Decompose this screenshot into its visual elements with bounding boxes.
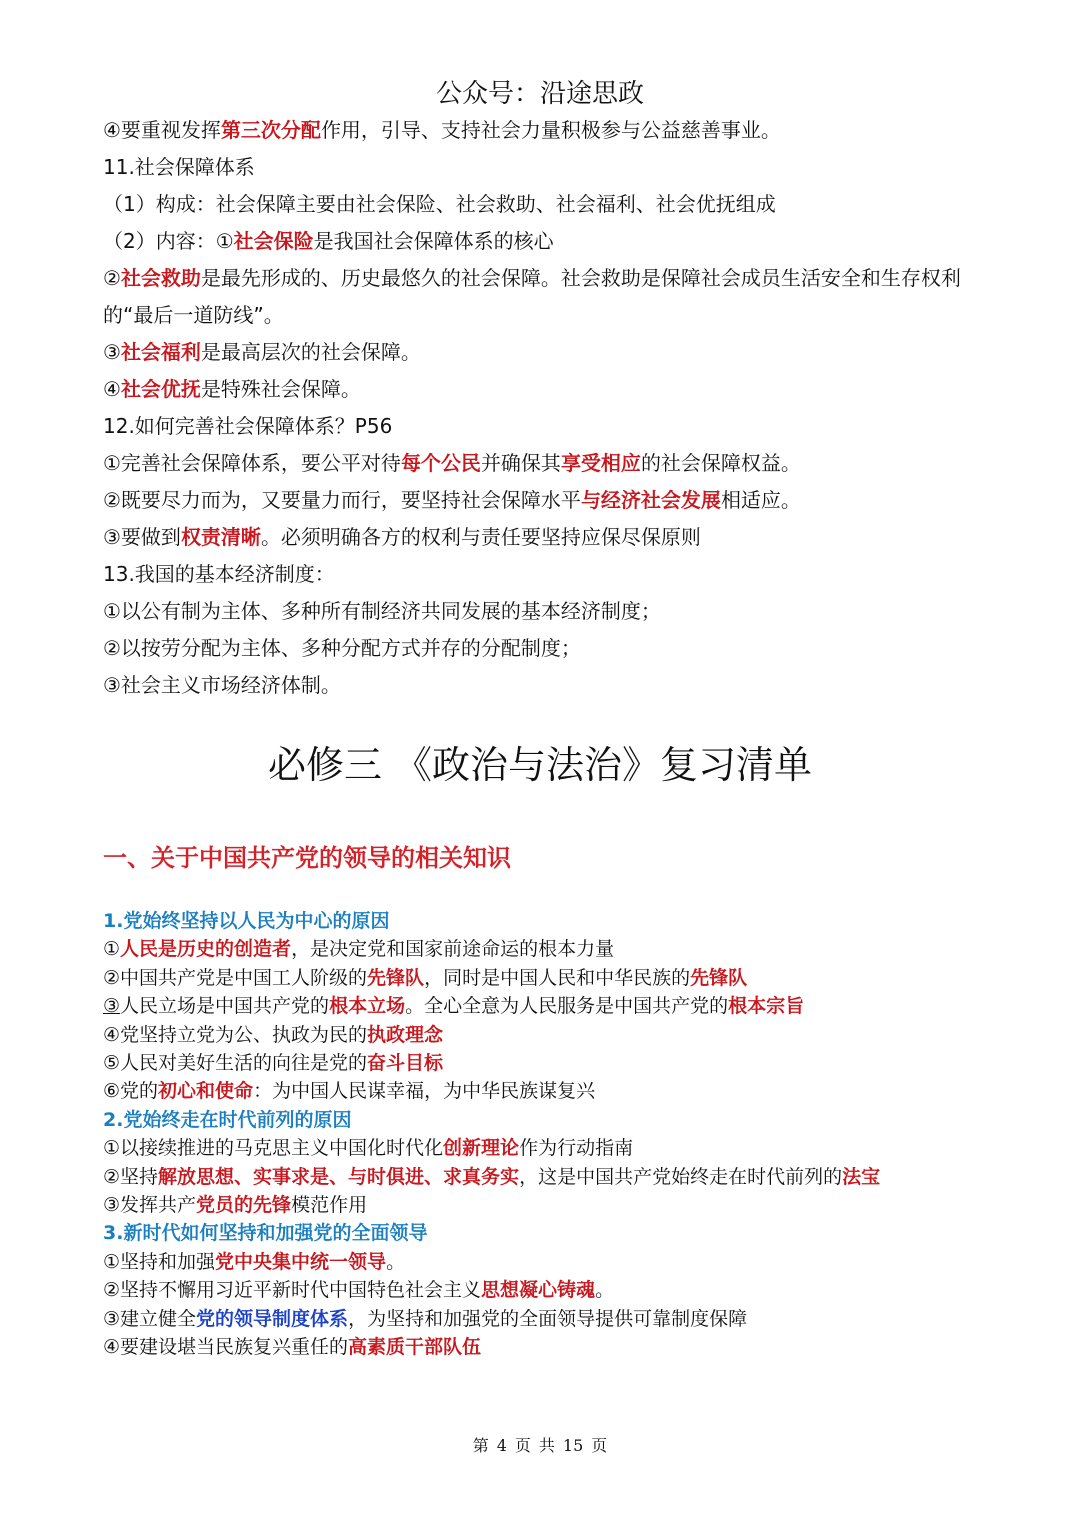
text-line: ②以按劳分配为主体、多种分配方式并存的分配制度； <box>103 636 581 660</box>
highlight: 享受相应 <box>560 451 641 475</box>
text-line: ④社会优抚是特殊社会保障。 <box>103 377 361 401</box>
highlight: 社会福利 <box>120 340 201 364</box>
text-line: ①完善社会保障体系，要公平对待每个公民并确保其享受相应的社会保障权益。 <box>103 451 801 475</box>
text-line: ⑥党的初心和使命：为中国人民谋幸福，为中华民族谋复兴 <box>103 1080 596 1103</box>
text-line: ①以公有制为主体、多种所有制经济共同发展的基本经济制度； <box>103 599 661 623</box>
text-line: （1）构成：社会保障主要由社会保险、社会救助、社会福利、社会优抚组成 <box>103 192 776 216</box>
highlight: 权责清晰 <box>180 525 261 549</box>
text-line: ②中国共产党是中国工人阶级的先锋队，同时是中国人民和中华民族的先锋队 <box>103 966 748 989</box>
total-pages: 15 <box>562 1436 584 1455</box>
text-line: ②坚持解放思想、实事求是、与时俱进、求真务实，这是中国共产党始终走在时代前列的法宝 <box>103 1165 881 1188</box>
section-social-security <box>103 112 993 704</box>
highlight: 根本立场 <box>329 995 406 1018</box>
text-line: ②既要尽力而为，又要量力而行，要坚持社会保障水平与经济社会发展相适应。 <box>103 488 801 512</box>
subheading: 2.党始终走在时代前列的原因 <box>103 1108 352 1131</box>
text-line: ②坚持不懈用习近平新时代中国特色社会主义思想凝心铸魂。 <box>103 1279 615 1302</box>
text-line: ④要建设堪当民族复兴重任的高素质干部队伍 <box>103 1336 482 1359</box>
item-heading: 12.如何完善社会保障体系？P56 <box>103 414 393 438</box>
text-line: ①坚持和加强党中央集中统一领导。 <box>103 1250 406 1273</box>
subheading: 3.新时代如何坚持和加强党的全面领导 <box>103 1222 428 1245</box>
highlight: 每个公民 <box>400 451 481 475</box>
text-line: ⑤人民对美好生活的向往是党的奋斗目标 <box>103 1052 444 1075</box>
text-line: ③发挥共产党员的先锋模范作用 <box>103 1194 368 1217</box>
highlight: 初心和使命 <box>158 1080 254 1103</box>
text-line: ③社会主义市场经济体制。 <box>103 673 341 697</box>
text-line: ③社会福利是最高层次的社会保障。 <box>103 340 421 364</box>
highlight: 法宝 <box>842 1165 881 1188</box>
text-line: ④党坚持立党为公、执政为民的执政理念 <box>103 1023 444 1046</box>
highlight: 奋斗目标 <box>367 1052 444 1075</box>
highlight: 社会优抚 <box>120 377 201 401</box>
text-line: ②社会救助是最先形成的、历史最悠久的社会保障。社会救助是保障社会成员生活安全和生存权利的“最后一道防线”。 <box>103 266 961 327</box>
document-title: 必修三 《政治与法治》复习清单 <box>267 743 813 787</box>
highlight: 社会保险 <box>233 229 314 253</box>
highlight: 先锋队 <box>690 966 748 989</box>
subheading: 1.党始终坚持以人民为中心的原因 <box>103 910 390 932</box>
page-header: 公众号：沿途思政 <box>435 79 644 109</box>
highlight: 党的领导制度体系 <box>196 1307 349 1330</box>
text-line: ④要重视发挥第三次分配作用，引导、支持社会力量积极参与公益慈善事业。 <box>103 118 781 142</box>
page-footer: 第 4 页 共 15 页 <box>472 1436 608 1455</box>
highlight: 党员的先锋 <box>196 1194 292 1217</box>
text-line: （2）内容：①社会保险是我国社会保障体系的核心 <box>103 229 554 253</box>
text-line: ③建立健全党的领导制度体系，为坚持和加强党的全面领导提供可靠制度保障 <box>103 1307 748 1330</box>
highlight: 先锋队 <box>367 966 425 989</box>
section-party-leadership <box>103 907 993 1362</box>
highlight: 解放思想、实事求是、与时俱进、求真务实 <box>158 1165 520 1188</box>
highlight: 人民是历史的创造者 <box>120 938 292 961</box>
highlight: 第三次分配 <box>220 118 321 142</box>
item-heading: 13.我国的基本经济制度： <box>103 562 335 586</box>
highlight: 社会救助 <box>120 266 201 290</box>
item-heading: 11.社会保障体系 <box>103 155 255 179</box>
text-line: ①人民是历史的创造者，是决定党和国家前途命运的根本力量 <box>103 938 615 961</box>
text-line: ③要做到权责清晰。必须明确各方的权利与责任要坚持应保尽保原则 <box>103 525 701 549</box>
highlight: 创新理论 <box>443 1137 520 1160</box>
highlight: 思想凝心铸魂 <box>481 1279 596 1302</box>
text-line: ①以接续推进的马克思主义中国化时代化创新理论作为行动指南 <box>103 1137 634 1160</box>
section-heading: 一、关于中国共产党的领导的相关知识 <box>103 844 511 872</box>
highlight: 根本宗旨 <box>728 995 805 1018</box>
highlight: 执政理念 <box>367 1023 444 1046</box>
highlight: 高素质干部队伍 <box>348 1336 482 1359</box>
highlight: 与经济社会发展 <box>580 488 721 512</box>
page-number: 4 <box>496 1436 507 1455</box>
text-line: ③人民立场是中国共产党的根本立场。全心全意为人民服务是中国共产党的根本宗旨 <box>103 995 805 1018</box>
highlight: 党中央集中统一领导 <box>215 1250 387 1273</box>
